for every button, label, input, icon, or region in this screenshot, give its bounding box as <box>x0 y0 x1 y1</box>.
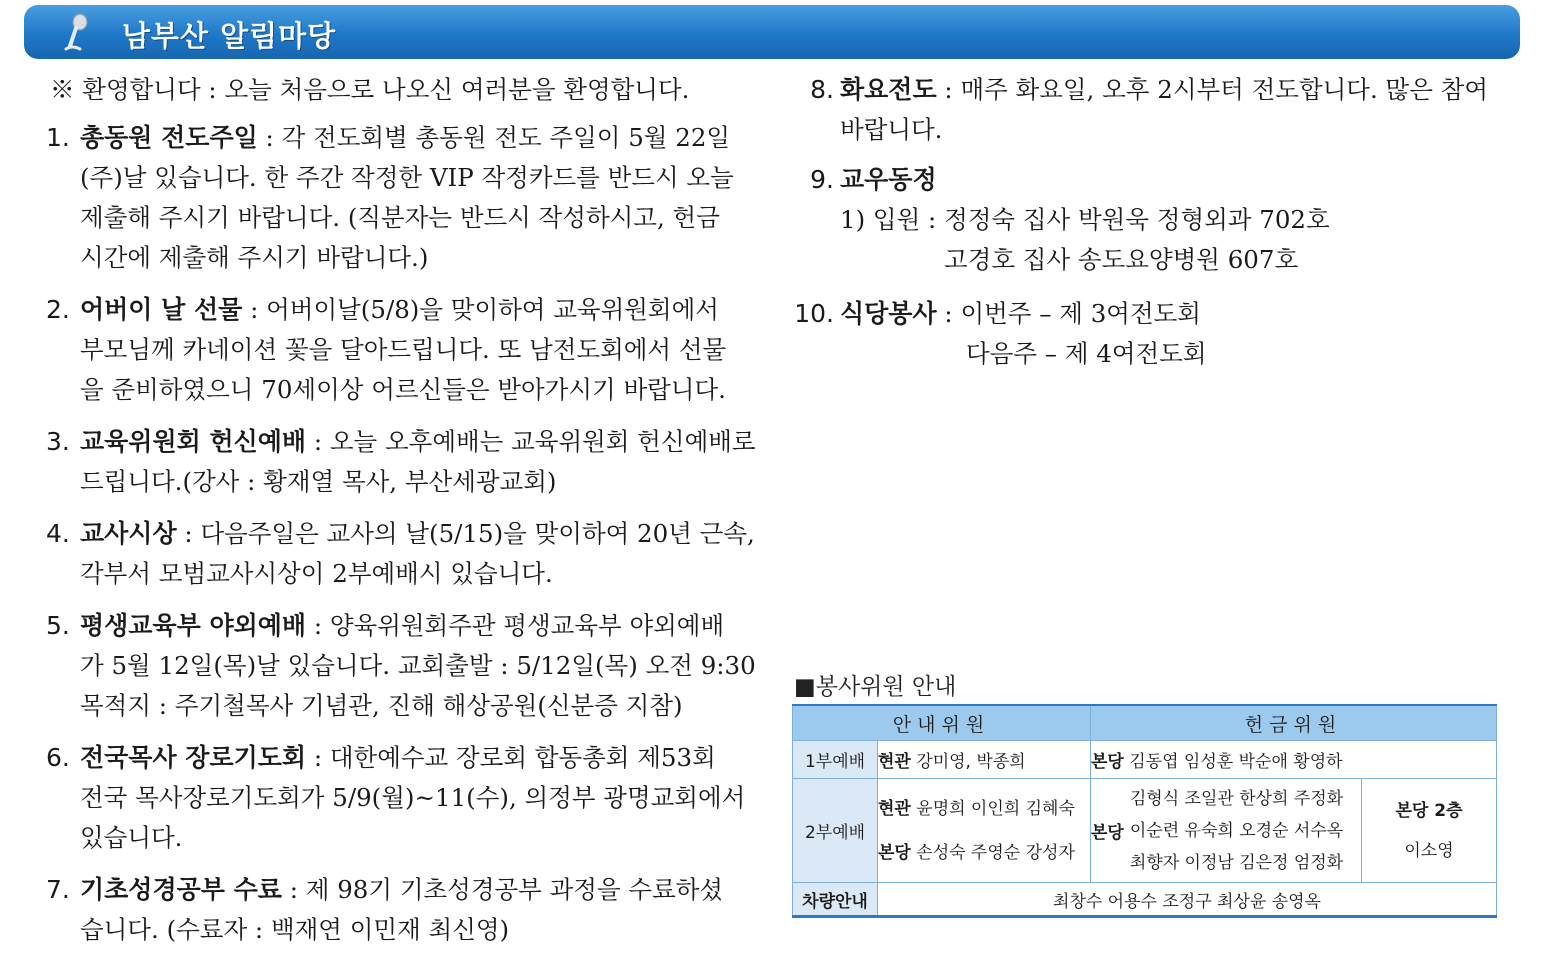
item-text: 바랍니다. <box>840 115 943 144</box>
item-text: 목적지 : 주기철목사 기념관, 진해 해상공원(신분증 지참) <box>80 691 683 720</box>
notice-item-1 <box>46 118 758 278</box>
volunteer-table <box>792 704 1497 918</box>
item-number: 4. <box>46 519 70 548</box>
item-title: 총동원 전도주일 <box>80 123 258 152</box>
left-column <box>46 70 758 962</box>
notice-header-banner <box>24 5 1520 59</box>
item-text: 부모님께 카네이션 꽃을 달아드립니다. 또 남전도회에서 선물 <box>80 335 727 364</box>
item-title: 교사시상 <box>80 519 177 548</box>
right-column <box>792 70 1512 384</box>
item-title: 전국목사 장로기도회 <box>80 743 307 772</box>
item-title: 화요전도 <box>840 75 937 104</box>
names: 김형식 조일관 한상희 주정화 <box>1129 788 1344 809</box>
header-offering: 헌금위원 <box>1091 705 1497 741</box>
place-label: 본당 <box>1091 823 1124 843</box>
row-label: 1부예배 <box>793 741 878 779</box>
notice-item-7 <box>46 870 758 950</box>
notice-item-2 <box>46 290 758 410</box>
names: 이순련 유숙희 오경순 서수옥 <box>1129 820 1344 841</box>
place-label: 본당 <box>1091 752 1124 772</box>
place-label: 현관 <box>878 798 911 819</box>
item-number: 8. <box>810 75 834 104</box>
extra-offering-cell <box>1362 779 1497 883</box>
item-text: : 대한예수교 장로회 합동총회 제53회 <box>306 743 716 772</box>
notice-item-9 <box>792 160 1512 280</box>
item-text: 각부서 모범교사시상이 2부예배시 있습니다. <box>80 559 553 588</box>
item-title: 교육위원회 헌신예배 <box>80 427 307 456</box>
item-title: 교우동정 <box>840 165 937 194</box>
item-title: 어버이 날 선물 <box>80 295 243 324</box>
item-text: 습니다. (수료자 : 백재연 이민재 최신영) <box>80 915 510 944</box>
item-text: 있습니다. <box>80 823 183 852</box>
item-number: 9. <box>810 165 834 194</box>
item-number: 3. <box>46 427 70 456</box>
item-text: : 어버이날(5/8)을 맞이하여 교육위원회에서 <box>242 295 719 324</box>
item-text: 을 준비하였으니 70세이상 어르신들은 받아가시기 바랍니다. <box>80 375 726 404</box>
item-text: 제출해 주시기 바랍니다. (직분자는 반드시 작성하시고, 헌금 <box>80 203 720 232</box>
item-number: 2. <box>46 295 70 324</box>
header-guide: 안내위원 <box>793 705 1091 741</box>
item-text: 시간에 제출해 주시기 바랍니다.) <box>80 243 429 272</box>
names: 강미영, 박종희 <box>916 752 1026 772</box>
table-row <box>793 883 1497 917</box>
names: 최향자 이정남 김은정 엄정화 <box>1129 852 1344 873</box>
names: 이소영 <box>1404 840 1454 861</box>
item-text: : 양육위원회주관 평생교육부 야외예배 <box>306 611 725 640</box>
guide-cell <box>878 779 1091 883</box>
notice-item-6 <box>46 738 758 858</box>
item-text: 1) 입원 : 정정숙 집사 박원욱 정형외과 702호 <box>840 205 1330 234</box>
notice-item-4 <box>46 514 758 594</box>
offering-cell <box>1091 741 1497 779</box>
item-text: 전국 목사장로기도회가 5/9(월)~11(수), 의정부 광명교회에서 <box>80 783 746 812</box>
volunteer-section-title: ■봉사위원 안내 <box>794 674 957 700</box>
table-row <box>793 741 1497 779</box>
microphone-icon <box>62 13 92 53</box>
welcome-text: ※ 환영합니다 : 오늘 처음으로 나오신 여러분을 환영합니다. <box>50 75 690 104</box>
item-number: 10. <box>794 299 834 328</box>
item-title: 평생교육부 야외예배 <box>80 611 307 640</box>
item-text: 고경호 집사 송도요양병원 607호 <box>944 245 1299 274</box>
table-row <box>793 779 1497 883</box>
row-label: 차량안내 <box>793 883 878 917</box>
item-text: : 각 전도회별 총동원 전도 주일이 5월 22일 <box>257 123 731 152</box>
item-text: : 다음주일은 교사의 날(5/15)을 맞이하여 20년 근속, <box>176 519 755 548</box>
item-text: 가 5월 12일(목)날 있습니다. 교회출발 : 5/12일(목) 오전 9:30 <box>80 651 756 680</box>
item-number: 7. <box>46 875 70 904</box>
item-number: 6. <box>46 743 70 772</box>
vehicle-names: 최창수 어용수 조정구 최상윤 송영옥 <box>878 883 1497 917</box>
row-label: 2부예배 <box>793 779 878 883</box>
place-label: 본당 2층 <box>1395 800 1463 821</box>
page-title: 남부산 알림마당 <box>122 19 337 53</box>
item-number: 1. <box>46 123 70 152</box>
item-text: : 제 98기 기초성경공부 과정을 수료하셨 <box>281 875 724 904</box>
item-text: 다음주 – 제 4여전도회 <box>966 339 1207 368</box>
item-number: 5. <box>46 611 70 640</box>
guide-cell <box>878 741 1091 779</box>
names: 손성숙 주영순 강성자 <box>916 842 1075 863</box>
table-header-row <box>793 705 1497 741</box>
notice-item-8 <box>792 70 1512 150</box>
item-text: : 이번주 – 제 3여전도회 <box>936 299 1201 328</box>
item-text: : 매주 화요일, 오후 2시부터 전도합니다. 많은 참여 <box>936 75 1489 104</box>
item-text: : 오늘 오후예배는 교육위원회 헌신예배로 <box>306 427 756 456</box>
notice-item-3 <box>46 422 758 502</box>
item-text: 드립니다.(강사 : 황재열 목사, 부산세광교회) <box>80 467 557 496</box>
names: 윤명희 이인희 김혜숙 <box>916 798 1075 819</box>
place-label: 현관 <box>878 752 911 772</box>
names: 김동엽 임성훈 박순애 황영하 <box>1129 752 1343 772</box>
place-label: 본당 <box>878 842 911 863</box>
offering-cell <box>1091 779 1362 883</box>
notice-item-5 <box>46 606 758 726</box>
item-text: (주)날 있습니다. 한 주간 작정한 VIP 작정카드를 반드시 오늘 <box>80 163 734 192</box>
item-title: 기초성경공부 수료 <box>80 875 282 904</box>
item-title: 식당봉사 <box>840 299 937 328</box>
notice-item-10 <box>792 294 1512 374</box>
